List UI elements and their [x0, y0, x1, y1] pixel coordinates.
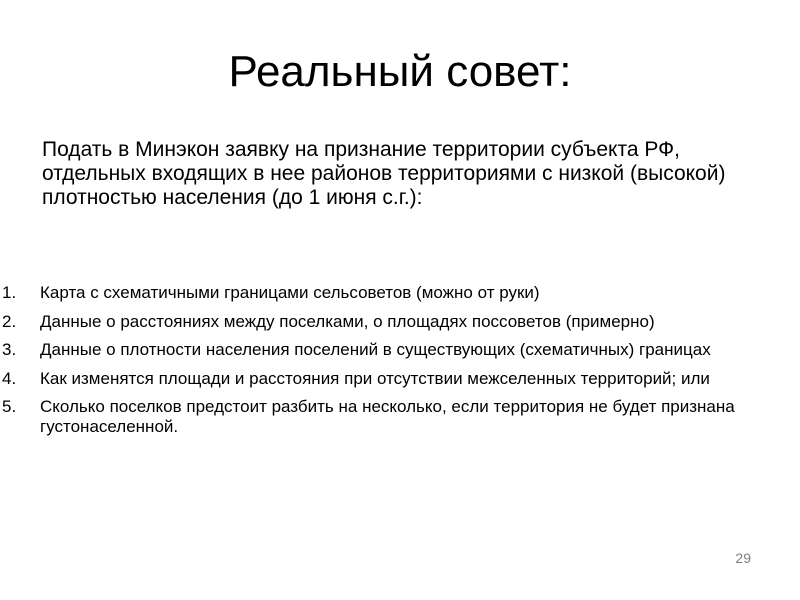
- list-item-text: Сколько поселков предстоит разбить на несколько, если территория не будет признана густонаселенной.: [40, 397, 735, 436]
- list-item-text: Данные о плотности населения поселений в существующих (схематичных) границах: [40, 340, 711, 359]
- list-item-text: Как изменятся площади и расстояния при отсутствии межселенных территорий; или: [40, 368, 710, 388]
- list-item: [2, 312, 772, 332]
- page-number: 29: [735, 550, 751, 566]
- list-item-number: 5.: [2, 397, 17, 416]
- list-item: [2, 369, 772, 389]
- list-item-text: Карта с схематичными границами сельсоветов (можно от руки): [40, 283, 540, 302]
- steps-list: [2, 283, 772, 445]
- list-item-number: 3.: [2, 340, 17, 359]
- list-item: [2, 397, 772, 436]
- list-item-number: 4.: [2, 368, 17, 388]
- list-item: [2, 340, 772, 360]
- list-item: [2, 283, 772, 303]
- list-item-number: 1.: [2, 283, 17, 302]
- list-item-text: Данные о расстояниях между поселками, о площадях поссоветов (примерно): [40, 311, 655, 331]
- slide-title: Реальный совет:: [228, 47, 572, 96]
- intro-paragraph: Подать в Минэкон заявку на признание территории субъекта РФ, отдельных входящих в нее районов территориями с низкой (высокой) плотностью населения (до 1 июня с.г.):: [42, 138, 726, 209]
- list-item-number: 2.: [2, 311, 17, 331]
